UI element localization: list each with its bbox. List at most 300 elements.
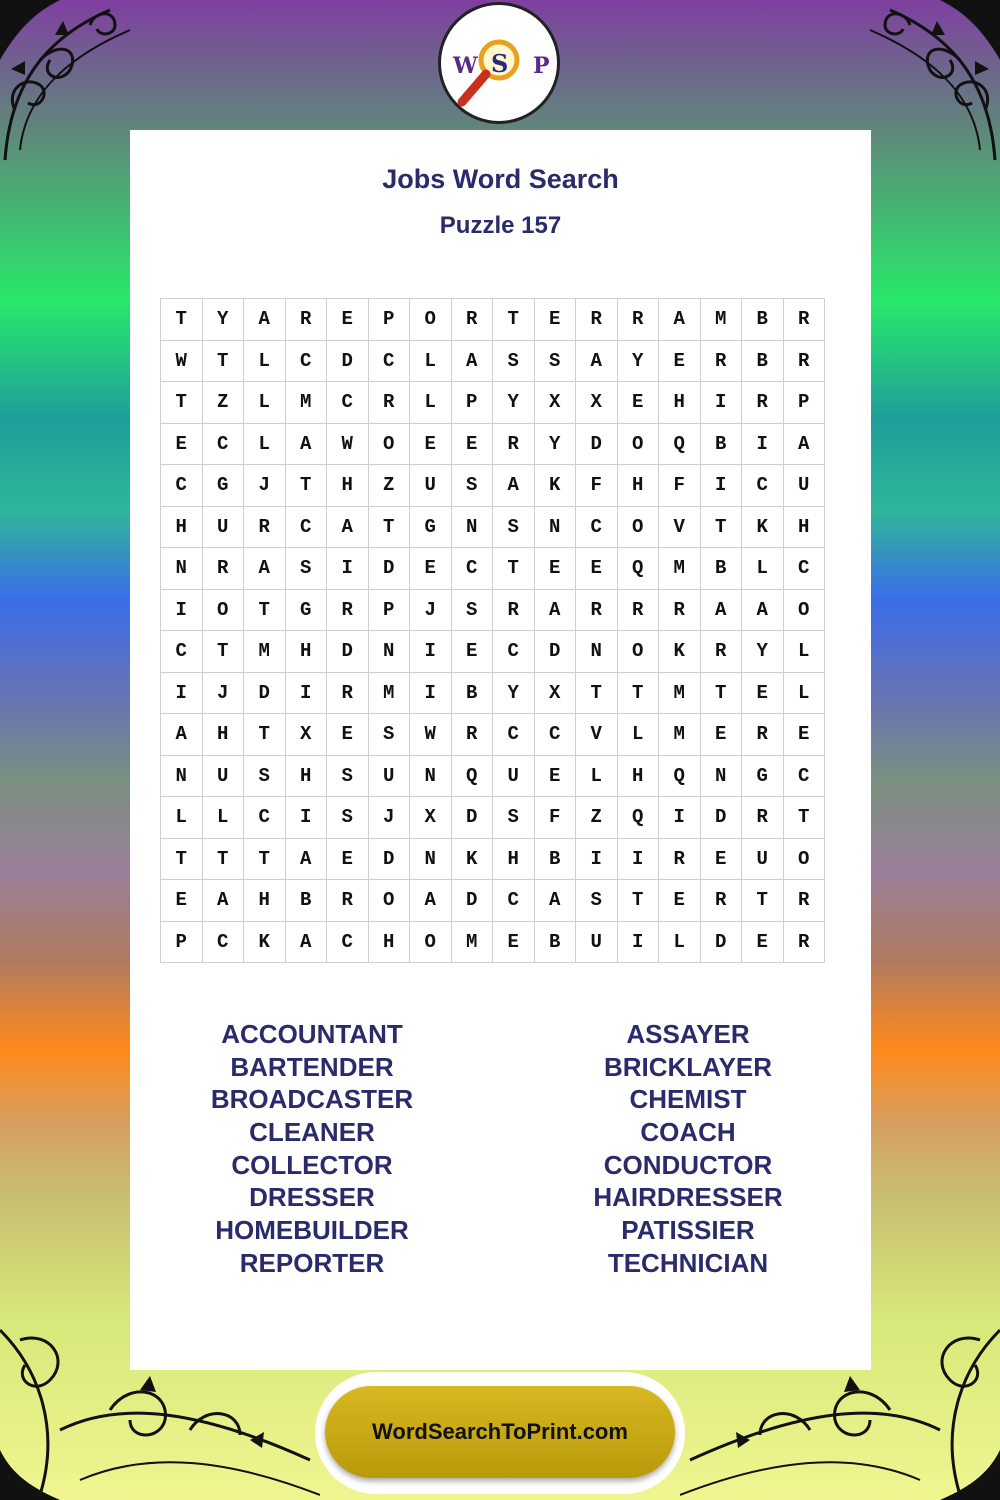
grid-cell[interactable]: T bbox=[285, 465, 327, 507]
grid-cell[interactable]: C bbox=[783, 755, 825, 797]
grid-cell[interactable]: R bbox=[451, 299, 493, 341]
word-list-item: CHEMIST bbox=[629, 1084, 747, 1115]
grid-cell[interactable]: N bbox=[410, 755, 452, 797]
grid-cell[interactable]: E bbox=[700, 714, 742, 756]
grid-cell[interactable]: C bbox=[451, 548, 493, 590]
grid-row bbox=[161, 506, 825, 548]
grid-cell[interactable]: C bbox=[327, 382, 369, 424]
grid-cell[interactable]: A bbox=[659, 299, 701, 341]
grid-cell[interactable]: K bbox=[534, 465, 576, 507]
grid-row bbox=[161, 714, 825, 756]
grid-cell[interactable]: F bbox=[534, 797, 576, 839]
grid-cell[interactable]: L bbox=[617, 714, 659, 756]
grid-cell[interactable]: T bbox=[244, 589, 286, 631]
grid-cell[interactable]: U bbox=[202, 506, 244, 548]
grid-cell[interactable]: O bbox=[410, 921, 452, 963]
grid-row bbox=[161, 672, 825, 714]
grid-cell[interactable]: D bbox=[451, 880, 493, 922]
grid-cell[interactable]: A bbox=[700, 589, 742, 631]
grid-cell[interactable]: C bbox=[493, 631, 535, 673]
grid-cell[interactable]: R bbox=[700, 340, 742, 382]
grid-cell[interactable]: R bbox=[700, 880, 742, 922]
logo-letter-w: W bbox=[453, 53, 478, 79]
grid-cell[interactable]: I bbox=[161, 672, 203, 714]
grid-cell[interactable]: L bbox=[742, 548, 784, 590]
grid-cell[interactable]: Q bbox=[451, 755, 493, 797]
grid-cell[interactable]: O bbox=[617, 423, 659, 465]
grid-cell[interactable]: C bbox=[493, 714, 535, 756]
grid-cell[interactable]: L bbox=[244, 423, 286, 465]
grid-cell[interactable]: E bbox=[576, 548, 618, 590]
grid-cell[interactable]: A bbox=[202, 880, 244, 922]
grid-cell[interactable]: O bbox=[783, 838, 825, 880]
grid-cell[interactable]: F bbox=[576, 465, 618, 507]
grid-cell[interactable]: I bbox=[700, 465, 742, 507]
grid-cell[interactable]: A bbox=[244, 548, 286, 590]
grid-cell[interactable]: X bbox=[576, 382, 618, 424]
grid-cell[interactable]: T bbox=[202, 340, 244, 382]
grid-cell[interactable]: H bbox=[244, 880, 286, 922]
grid-cell[interactable]: E bbox=[659, 340, 701, 382]
grid-cell[interactable]: G bbox=[742, 755, 784, 797]
grid-cell[interactable]: T bbox=[161, 382, 203, 424]
grid-cell[interactable]: I bbox=[617, 921, 659, 963]
grid-cell[interactable]: D bbox=[327, 340, 369, 382]
grid-cell[interactable]: E bbox=[410, 548, 452, 590]
grid-cell[interactable]: A bbox=[161, 714, 203, 756]
grid-cell[interactable]: X bbox=[534, 672, 576, 714]
word-list-item: BARTENDER bbox=[230, 1051, 394, 1082]
grid-cell[interactable]: T bbox=[202, 631, 244, 673]
grid-cell[interactable]: R bbox=[451, 714, 493, 756]
grid-cell[interactable]: B bbox=[742, 299, 784, 341]
word-list-item: CLEANER bbox=[249, 1117, 375, 1148]
grid-cell[interactable]: C bbox=[493, 880, 535, 922]
grid-cell[interactable]: E bbox=[327, 714, 369, 756]
grid-cell[interactable]: O bbox=[783, 589, 825, 631]
grid-cell[interactable]: S bbox=[576, 880, 618, 922]
grid-cell[interactable]: U bbox=[202, 755, 244, 797]
grid-cell[interactable]: R bbox=[368, 382, 410, 424]
page-title: Jobs Word Search bbox=[382, 164, 619, 194]
word-list-item: HAIRDRESSER bbox=[593, 1182, 783, 1213]
grid-cell[interactable]: V bbox=[576, 714, 618, 756]
grid-cell[interactable]: E bbox=[534, 548, 576, 590]
grid-cell[interactable]: B bbox=[534, 838, 576, 880]
grid-cell[interactable]: X bbox=[285, 714, 327, 756]
grid-cell[interactable]: R bbox=[742, 797, 784, 839]
word-list-item: DRESSER bbox=[249, 1182, 375, 1213]
grid-cell[interactable]: E bbox=[161, 880, 203, 922]
grid-cell[interactable]: M bbox=[368, 672, 410, 714]
grid-cell[interactable]: E bbox=[534, 755, 576, 797]
grid-cell[interactable]: E bbox=[161, 423, 203, 465]
grid-cell[interactable]: T bbox=[161, 299, 203, 341]
grid-cell[interactable]: K bbox=[451, 838, 493, 880]
word-list-item: TECHNICIAN bbox=[607, 1247, 769, 1278]
grid-cell[interactable]: S bbox=[327, 797, 369, 839]
grid-cell[interactable]: X bbox=[534, 382, 576, 424]
grid-cell[interactable]: D bbox=[700, 921, 742, 963]
grid-cell[interactable]: L bbox=[783, 672, 825, 714]
grid-cell[interactable]: T bbox=[700, 506, 742, 548]
grid-cell[interactable]: G bbox=[202, 465, 244, 507]
grid-cell[interactable]: O bbox=[410, 299, 452, 341]
grid-cell[interactable]: C bbox=[244, 797, 286, 839]
grid-cell[interactable]: E bbox=[700, 838, 742, 880]
grid-row bbox=[161, 340, 825, 382]
grid-cell[interactable]: L bbox=[202, 797, 244, 839]
grid-cell[interactable]: A bbox=[534, 880, 576, 922]
grid-cell[interactable]: H bbox=[202, 714, 244, 756]
grid-cell[interactable]: E bbox=[742, 921, 784, 963]
grid-cell[interactable]: M bbox=[700, 299, 742, 341]
grid-cell[interactable]: N bbox=[451, 506, 493, 548]
grid-cell[interactable]: R bbox=[327, 589, 369, 631]
grid-cell[interactable]: V bbox=[659, 506, 701, 548]
grid-cell[interactable]: J bbox=[244, 465, 286, 507]
grid-cell[interactable]: S bbox=[285, 548, 327, 590]
grid-cell[interactable]: Z bbox=[576, 797, 618, 839]
grid-cell[interactable]: H bbox=[659, 382, 701, 424]
grid-cell[interactable]: E bbox=[493, 921, 535, 963]
grid-cell[interactable]: R bbox=[617, 299, 659, 341]
grid-cell[interactable]: R bbox=[244, 506, 286, 548]
grid-cell[interactable]: L bbox=[410, 340, 452, 382]
grid-row bbox=[161, 921, 825, 963]
grid-cell[interactable]: T bbox=[700, 672, 742, 714]
grid-row bbox=[161, 299, 825, 341]
grid-cell[interactable]: D bbox=[534, 631, 576, 673]
grid-cell[interactable]: I bbox=[742, 423, 784, 465]
grid-cell[interactable]: H bbox=[617, 465, 659, 507]
grid-cell[interactable]: W bbox=[161, 340, 203, 382]
grid-cell[interactable]: O bbox=[368, 880, 410, 922]
grid-cell[interactable]: E bbox=[410, 423, 452, 465]
grid-cell[interactable]: T bbox=[244, 714, 286, 756]
grid-cell[interactable]: I bbox=[576, 838, 618, 880]
grid-cell[interactable]: T bbox=[617, 880, 659, 922]
grid-cell[interactable]: C bbox=[576, 506, 618, 548]
grid-cell[interactable]: S bbox=[493, 506, 535, 548]
grid-cell[interactable]: C bbox=[202, 921, 244, 963]
grid-row bbox=[161, 880, 825, 922]
grid-cell[interactable]: R bbox=[576, 589, 618, 631]
grid-row bbox=[161, 631, 825, 673]
grid-cell[interactable]: E bbox=[451, 631, 493, 673]
grid-cell[interactable]: N bbox=[410, 838, 452, 880]
grid-row bbox=[161, 589, 825, 631]
grid-cell[interactable]: L bbox=[783, 631, 825, 673]
site-logo[interactable] bbox=[438, 2, 560, 124]
grid-cell[interactable]: A bbox=[534, 589, 576, 631]
grid-row bbox=[161, 423, 825, 465]
grid-cell[interactable]: Z bbox=[368, 465, 410, 507]
grid-cell[interactable]: S bbox=[451, 589, 493, 631]
grid-cell[interactable]: C bbox=[161, 465, 203, 507]
grid-cell[interactable]: U bbox=[742, 838, 784, 880]
grid-cell[interactable]: T bbox=[202, 838, 244, 880]
grid-cell[interactable]: J bbox=[368, 797, 410, 839]
grid-cell[interactable]: Y bbox=[202, 299, 244, 341]
grid-cell[interactable]: K bbox=[244, 921, 286, 963]
grid-cell[interactable]: T bbox=[244, 838, 286, 880]
grid-cell[interactable]: R bbox=[700, 631, 742, 673]
grid-cell[interactable]: M bbox=[659, 548, 701, 590]
grid-cell[interactable]: S bbox=[534, 340, 576, 382]
grid-row bbox=[161, 755, 825, 797]
word-list-item: COLLECTOR bbox=[231, 1149, 393, 1180]
grid-cell[interactable]: F bbox=[659, 465, 701, 507]
grid-cell[interactable]: Y bbox=[617, 340, 659, 382]
grid-cell[interactable]: L bbox=[244, 382, 286, 424]
grid-cell[interactable]: C bbox=[285, 340, 327, 382]
grid-cell[interactable]: A bbox=[783, 423, 825, 465]
grid-cell[interactable]: R bbox=[617, 589, 659, 631]
grid-cell[interactable]: C bbox=[742, 465, 784, 507]
grid-cell[interactable]: H bbox=[285, 631, 327, 673]
grid-cell[interactable]: B bbox=[451, 672, 493, 714]
grid-row bbox=[161, 548, 825, 590]
grid-cell[interactable]: M bbox=[659, 672, 701, 714]
grid-row bbox=[161, 465, 825, 507]
grid-cell[interactable]: R bbox=[742, 382, 784, 424]
grid-cell[interactable]: O bbox=[202, 589, 244, 631]
puzzle-number: Puzzle 157 bbox=[439, 212, 562, 239]
grid-cell[interactable]: M bbox=[659, 714, 701, 756]
grid-cell[interactable]: G bbox=[410, 506, 452, 548]
grid-cell[interactable]: D bbox=[368, 548, 410, 590]
word-list-item: PATISSIER bbox=[621, 1215, 755, 1246]
grid-cell[interactable]: T bbox=[576, 672, 618, 714]
grid-cell[interactable]: X bbox=[410, 797, 452, 839]
grid-cell[interactable]: A bbox=[493, 465, 535, 507]
grid-cell[interactable]: S bbox=[451, 465, 493, 507]
grid-cell[interactable]: K bbox=[742, 506, 784, 548]
grid-cell[interactable]: R bbox=[659, 838, 701, 880]
grid-cell[interactable]: C bbox=[327, 921, 369, 963]
grid-cell[interactable]: D bbox=[576, 423, 618, 465]
grid-cell[interactable]: O bbox=[617, 506, 659, 548]
grid-cell[interactable]: I bbox=[161, 589, 203, 631]
word-list-item: BROADCASTER bbox=[210, 1084, 414, 1115]
grid-cell[interactable]: R bbox=[285, 299, 327, 341]
grid-cell[interactable]: R bbox=[659, 589, 701, 631]
grid-cell[interactable]: U bbox=[783, 465, 825, 507]
grid-cell[interactable]: E bbox=[783, 714, 825, 756]
grid-cell[interactable]: R bbox=[742, 714, 784, 756]
letter-grid bbox=[160, 298, 825, 963]
grid-cell[interactable]: E bbox=[742, 672, 784, 714]
grid-cell[interactable]: E bbox=[451, 423, 493, 465]
logo-letter-s: S bbox=[491, 49, 509, 78]
grid-cell[interactable]: N bbox=[161, 548, 203, 590]
grid-cell[interactable]: I bbox=[659, 797, 701, 839]
grid-cell[interactable]: C bbox=[368, 340, 410, 382]
word-list-item: ACCOUNTANT bbox=[221, 1019, 403, 1049]
grid-cell[interactable]: A bbox=[285, 921, 327, 963]
word-list-item: COACH bbox=[640, 1117, 736, 1148]
grid-cell[interactable]: H bbox=[617, 755, 659, 797]
grid-cell[interactable]: T bbox=[742, 880, 784, 922]
grid-cell[interactable]: S bbox=[327, 755, 369, 797]
grid-cell[interactable]: H bbox=[368, 921, 410, 963]
grid-cell[interactable]: W bbox=[327, 423, 369, 465]
grid-cell[interactable]: N bbox=[576, 631, 618, 673]
grid-cell[interactable]: A bbox=[742, 589, 784, 631]
grid-cell[interactable]: Z bbox=[202, 382, 244, 424]
grid-cell[interactable]: R bbox=[783, 340, 825, 382]
grid-cell[interactable]: Y bbox=[493, 382, 535, 424]
grid-cell[interactable]: K bbox=[659, 631, 701, 673]
grid-cell[interactable]: C bbox=[534, 714, 576, 756]
word-list-left bbox=[162, 1018, 462, 1280]
grid-cell[interactable]: E bbox=[327, 838, 369, 880]
grid-cell[interactable]: L bbox=[161, 797, 203, 839]
grid-cell[interactable]: R bbox=[327, 672, 369, 714]
grid-cell[interactable]: B bbox=[742, 340, 784, 382]
grid-cell[interactable]: A bbox=[410, 880, 452, 922]
grid-cell[interactable]: E bbox=[534, 299, 576, 341]
grid-cell[interactable]: C bbox=[285, 506, 327, 548]
grid-cell[interactable]: T bbox=[493, 548, 535, 590]
word-list-item: HOMEBUILDER bbox=[215, 1215, 409, 1246]
grid-cell[interactable]: S bbox=[244, 755, 286, 797]
grid-cell[interactable]: S bbox=[493, 340, 535, 382]
word-list-item: BRICKLAYER bbox=[603, 1051, 773, 1082]
grid-cell[interactable]: A bbox=[451, 340, 493, 382]
grid-cell[interactable]: T bbox=[783, 797, 825, 839]
grid-cell[interactable]: I bbox=[410, 631, 452, 673]
grid-cell[interactable]: Y bbox=[493, 672, 535, 714]
grid-cell[interactable]: B bbox=[534, 921, 576, 963]
grid-cell[interactable]: R bbox=[783, 299, 825, 341]
grid-cell[interactable]: R bbox=[783, 921, 825, 963]
grid-cell[interactable]: S bbox=[493, 797, 535, 839]
grid-cell[interactable]: B bbox=[700, 423, 742, 465]
grid-cell[interactable]: H bbox=[327, 465, 369, 507]
grid-cell[interactable]: D bbox=[700, 797, 742, 839]
grid-cell[interactable]: I bbox=[327, 548, 369, 590]
grid-cell[interactable]: E bbox=[659, 880, 701, 922]
grid-cell[interactable]: T bbox=[161, 838, 203, 880]
grid-cell[interactable]: L bbox=[244, 340, 286, 382]
grid-cell[interactable]: D bbox=[368, 838, 410, 880]
grid-cell[interactable]: W bbox=[410, 714, 452, 756]
grid-cell[interactable]: P bbox=[161, 921, 203, 963]
grid-cell[interactable]: Q bbox=[659, 755, 701, 797]
grid-cell[interactable]: L bbox=[576, 755, 618, 797]
grid-cell[interactable]: C bbox=[202, 423, 244, 465]
grid-row bbox=[161, 838, 825, 880]
grid-cell[interactable]: N bbox=[368, 631, 410, 673]
grid-cell[interactable]: A bbox=[327, 506, 369, 548]
grid-cell[interactable]: J bbox=[410, 589, 452, 631]
grid-cell[interactable]: S bbox=[368, 714, 410, 756]
grid-cell[interactable]: Q bbox=[617, 548, 659, 590]
grid-cell[interactable]: D bbox=[327, 631, 369, 673]
grid-cell[interactable]: G bbox=[285, 589, 327, 631]
grid-row bbox=[161, 382, 825, 424]
grid-cell[interactable]: R bbox=[576, 299, 618, 341]
grid-cell[interactable]: C bbox=[783, 548, 825, 590]
grid-cell[interactable]: Y bbox=[534, 423, 576, 465]
grid-cell[interactable]: H bbox=[161, 506, 203, 548]
grid-cell[interactable]: N bbox=[700, 755, 742, 797]
grid-cell[interactable]: A bbox=[576, 340, 618, 382]
grid-cell[interactable]: E bbox=[617, 382, 659, 424]
grid-cell[interactable]: B bbox=[285, 880, 327, 922]
grid-cell[interactable]: I bbox=[617, 838, 659, 880]
grid-cell[interactable]: I bbox=[285, 672, 327, 714]
grid-cell[interactable]: P bbox=[783, 382, 825, 424]
grid-cell[interactable]: T bbox=[493, 299, 535, 341]
grid-cell[interactable]: T bbox=[368, 506, 410, 548]
grid-cell[interactable]: O bbox=[617, 631, 659, 673]
logo-letter-p: P bbox=[533, 53, 550, 79]
word-list-item: REPORTER bbox=[239, 1247, 385, 1278]
grid-cell[interactable]: D bbox=[244, 672, 286, 714]
grid-cell[interactable]: M bbox=[244, 631, 286, 673]
grid-cell[interactable]: Y bbox=[742, 631, 784, 673]
grid-cell[interactable]: Q bbox=[659, 423, 701, 465]
grid-cell[interactable]: R bbox=[493, 589, 535, 631]
grid-cell[interactable]: R bbox=[493, 423, 535, 465]
grid-cell[interactable]: O bbox=[368, 423, 410, 465]
grid-cell[interactable]: R bbox=[202, 548, 244, 590]
grid-cell[interactable]: H bbox=[493, 838, 535, 880]
grid-cell[interactable]: B bbox=[700, 548, 742, 590]
grid-cell[interactable]: E bbox=[327, 299, 369, 341]
grid-cell[interactable]: Q bbox=[617, 797, 659, 839]
grid-cell[interactable]: P bbox=[368, 589, 410, 631]
grid-cell[interactable]: P bbox=[451, 382, 493, 424]
grid-cell[interactable]: U bbox=[410, 465, 452, 507]
site-link-button[interactable]: WordSearchToPrint.com bbox=[325, 1386, 675, 1478]
word-list-right bbox=[538, 1018, 838, 1280]
grid-cell[interactable]: H bbox=[285, 755, 327, 797]
grid-cell[interactable]: D bbox=[451, 797, 493, 839]
grid-cell[interactable]: U bbox=[576, 921, 618, 963]
site-link-wrapper bbox=[315, 1372, 685, 1494]
grid-cell[interactable]: M bbox=[451, 921, 493, 963]
grid-cell[interactable]: I bbox=[410, 672, 452, 714]
grid-cell[interactable]: T bbox=[617, 672, 659, 714]
grid-cell[interactable]: I bbox=[700, 382, 742, 424]
grid-cell[interactable]: H bbox=[783, 506, 825, 548]
grid-cell[interactable]: R bbox=[327, 880, 369, 922]
grid-cell[interactable]: U bbox=[368, 755, 410, 797]
grid-cell[interactable]: N bbox=[161, 755, 203, 797]
grid-cell[interactable]: L bbox=[410, 382, 452, 424]
grid-cell[interactable]: U bbox=[493, 755, 535, 797]
word-list-item: CONDUCTOR bbox=[603, 1149, 773, 1180]
grid-row bbox=[161, 797, 825, 839]
grid-cell[interactable]: A bbox=[244, 299, 286, 341]
grid-cell[interactable]: L bbox=[659, 921, 701, 963]
grid-cell[interactable]: P bbox=[368, 299, 410, 341]
grid-cell[interactable]: A bbox=[285, 838, 327, 880]
grid-cell[interactable]: R bbox=[783, 880, 825, 922]
word-list-item: ASSAYER bbox=[626, 1019, 750, 1049]
grid-cell[interactable]: J bbox=[202, 672, 244, 714]
grid-cell[interactable]: A bbox=[285, 423, 327, 465]
puzzle-panel bbox=[130, 130, 871, 1370]
grid-cell[interactable]: C bbox=[161, 631, 203, 673]
grid-cell[interactable]: M bbox=[285, 382, 327, 424]
grid-cell[interactable]: N bbox=[534, 506, 576, 548]
grid-cell[interactable]: I bbox=[285, 797, 327, 839]
